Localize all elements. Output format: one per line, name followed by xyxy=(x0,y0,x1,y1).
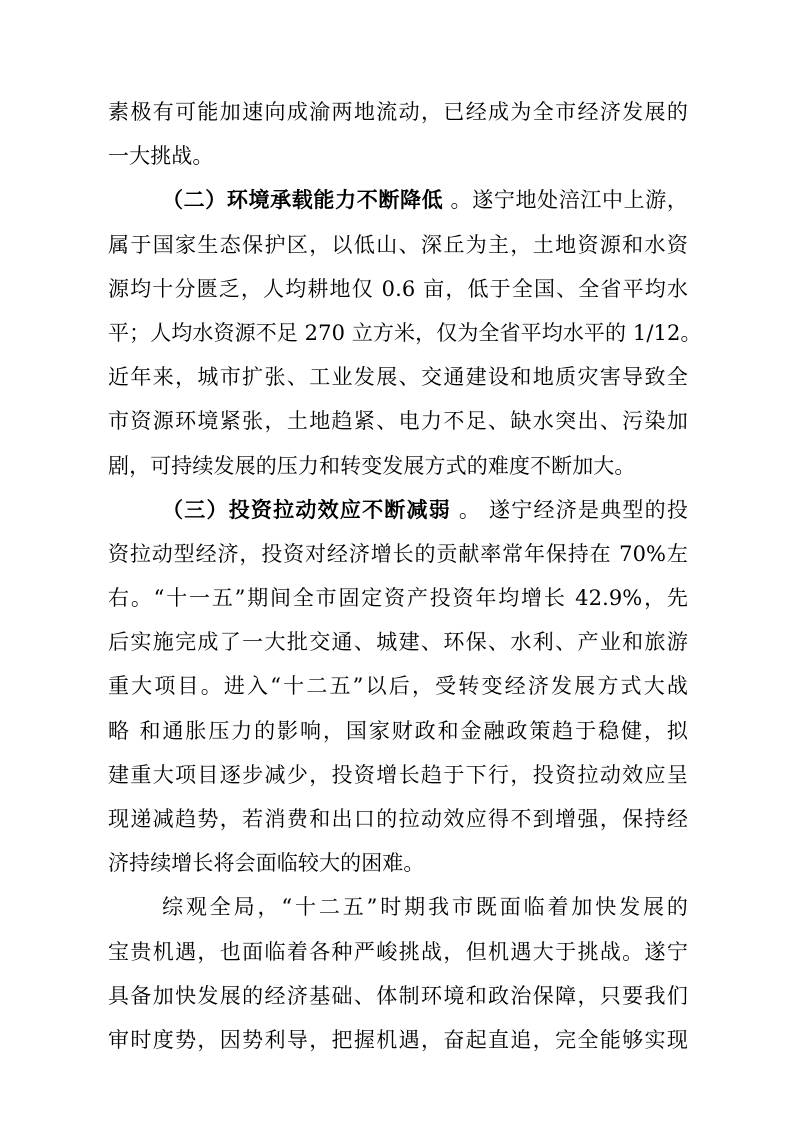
paragraph-line: 建重大项目逐步减少，投资增长趋于下行，投资拉动效应呈 xyxy=(108,762,688,787)
section-heading-3: （三）投资拉动效应不断减弱 xyxy=(162,497,451,522)
paragraph-line: 市资源环境紧张，土地趋紧、电力不足、缺水突出、污染加 xyxy=(108,409,688,434)
paragraph-line: 资拉动型经济，投资对经济增长的贡献率常年保持在 70%左 xyxy=(108,541,688,566)
paragraph-first-line xyxy=(108,178,688,222)
paragraph-line: 右。“十一五”期间全市固定资产投资年均增长 42.9%，先 xyxy=(108,586,688,611)
paragraph-line: 素极有可能加速向成渝两地流动，已经成为全市经济发展的 xyxy=(108,100,688,124)
paragraph-first-line: 综观全局，“十二五”时期我市既面临着加快发展的 xyxy=(162,895,688,920)
paragraph-line: 剧，可持续发展的压力和转变发展方式的难度不断加大。 xyxy=(108,453,636,478)
heading-tail-text: 。 遂宁经济是典型的投 xyxy=(451,497,688,522)
paragraph-line: 现递减趋势，若消费和出口的拉动效应得不到增强，保持经 xyxy=(108,807,688,831)
paragraph-line: 一大挑战。 xyxy=(108,144,214,169)
paragraph-line: 属于国家生态保护区，以低山、深丘为主，土地资源和水资 xyxy=(108,232,688,257)
paragraph-line: 宝贵机遇，也面临着各种严峻挑战，但机遇大于挑战。遂宁 xyxy=(108,939,688,964)
paragraph-line: 平；人均水资源不足 270 立方米，仅为全省平均水平的 1/12。 xyxy=(108,320,702,345)
paragraph-line: 后实施完成了一大批交通、城建、环保、水利、产业和旅游 xyxy=(108,630,688,655)
paragraph-first-line xyxy=(108,488,688,532)
paragraph-line: 具备加快发展的经济基础、体制环境和政治保障，只要我们 xyxy=(108,983,688,1008)
body-text xyxy=(108,90,702,1062)
paragraph-line: 源均十分匮乏，人均耕地仅 0.6 亩，低于全国、全省平均水 xyxy=(108,276,688,301)
paragraph-line: 重大项目。进入“十二五”以后，受转变经济发展方式大战 xyxy=(108,674,688,699)
heading-tail-text: 。遂宁地处涪江中上游， xyxy=(443,188,688,213)
paragraph-line: 近年来，城市扩张、工业发展、交通建设和地质灾害导致全 xyxy=(108,365,688,390)
paragraph-line: 略 和通胀压力的影响，国家财政和金融政策趋于稳健，拟 xyxy=(108,718,688,743)
paragraph-line: 审时度势，因势利导，把握机遇，奋起直追，完全能够实现 xyxy=(108,1027,688,1052)
paragraph-line: 济持续增长将会面临较大的困难。 xyxy=(108,851,425,876)
section-heading-2: （二）环境承载能力不断降低 xyxy=(162,188,444,213)
